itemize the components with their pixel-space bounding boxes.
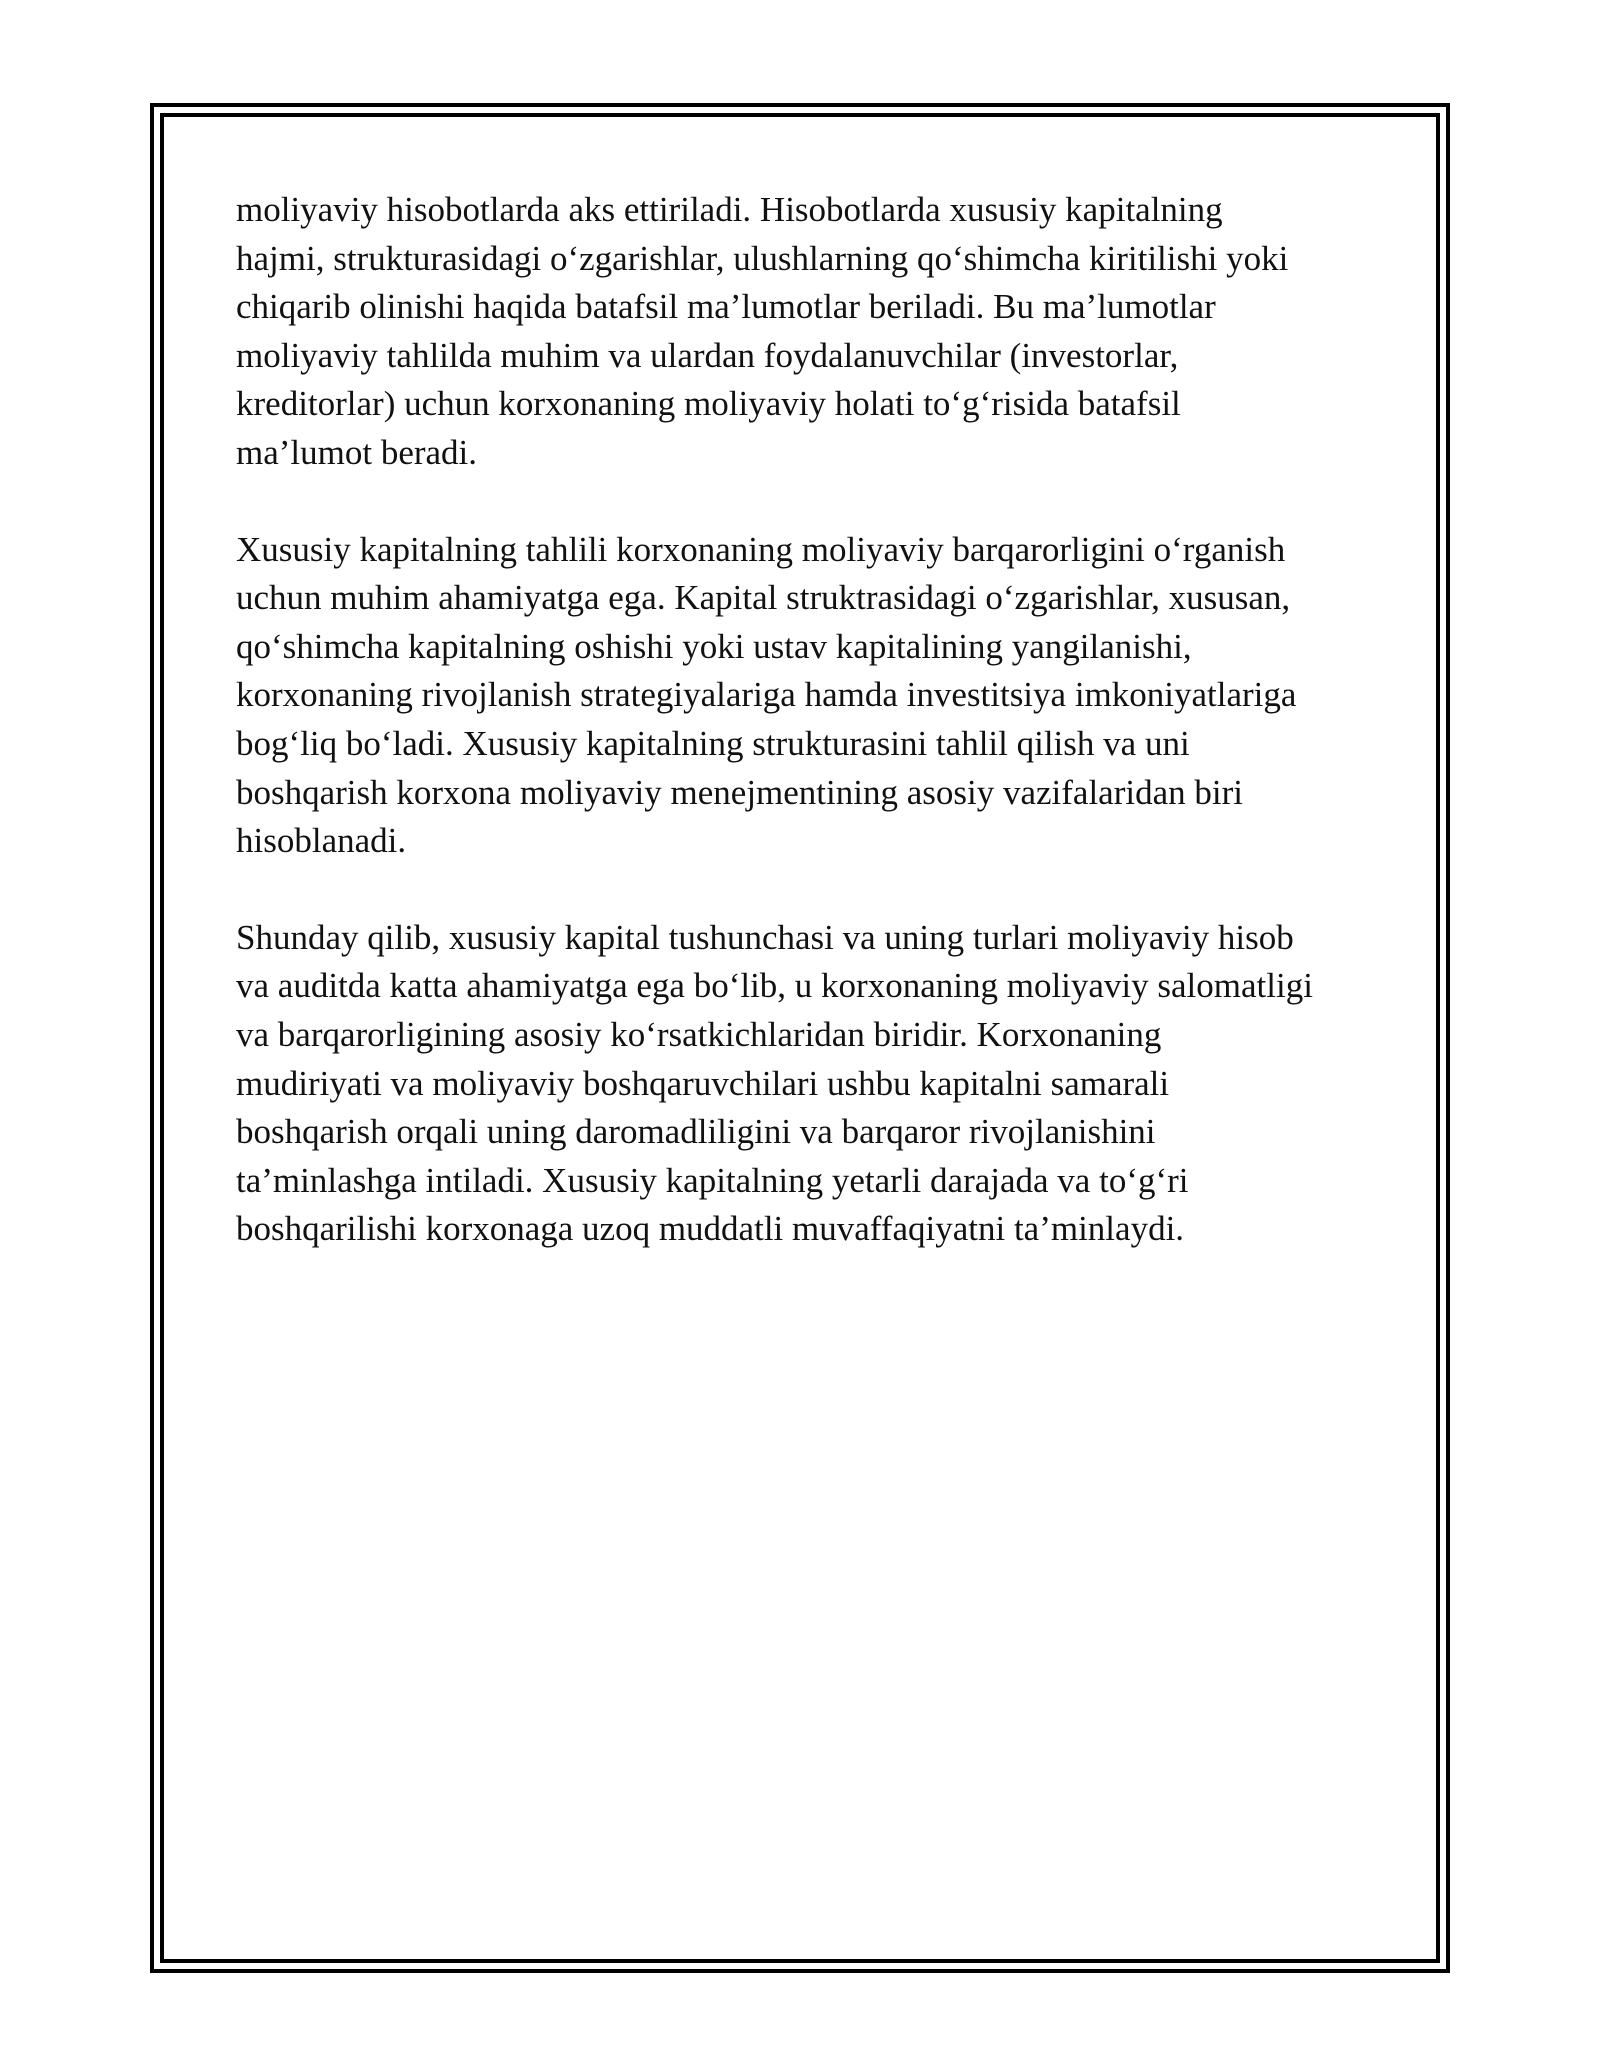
text-line: va barqarorligining asosiy ko‘rsatkichlaridan biridir. Korxonaning (236, 1014, 1162, 1054)
document-body (236, 186, 1376, 1302)
text-line: chiqarib olinishi haqida batafsil ma’lumotlar beriladi. Bu ma’lumotlar (236, 287, 1216, 327)
text-line: Xususiy kapitalning tahlili korxonaning moliyaviy barqarorligini o‘rganish (236, 529, 1286, 569)
text-line: boshqarilishi korxonaga uzoq muddatli muvaffaqiyatni ta’minlaydi. (236, 1209, 1185, 1249)
text-line: hajmi, strukturasidagi o‘zgarishlar, ulushlarning qo‘shimcha kiritilishi yoki (236, 238, 1289, 278)
text-line: Shunday qilib, xususiy kapital tushunchasi va uning turlari moliyaviy hisob (236, 917, 1294, 957)
text-line: bog‘liq bo‘ladi. Xususiy kapitalning strukturasini tahlil qilish va uni (236, 723, 1190, 763)
text-line: va auditda katta ahamiyatga ega bo‘lib, u korxonaning moliyaviy salomatligi (236, 966, 1313, 1006)
paragraph-2 (236, 526, 1376, 866)
text-line: mudiriyati va moliyaviy boshqaruvchilari ushbu kapitalni samarali (236, 1063, 1170, 1103)
text-line: kreditorlar) uchun korxonaning moliyaviy holati to‘g‘risida batafsil (236, 384, 1181, 424)
text-line: boshqarish korxona moliyaviy menejmentining asosiy vazifalaridan biri (236, 772, 1243, 812)
text-line: korxonaning rivojlanish strategiyalariga hamda investitsiya imkoniyatlariga (236, 675, 1297, 715)
text-line: ta’minlashga intiladi. Xususiy kapitalning yetarli darajada va to‘g‘ri (236, 1160, 1189, 1200)
text-line: qo‘shimcha kapitalning oshishi yoki ustav kapitalining yangilanishi, (236, 626, 1192, 666)
text-line: moliyaviy tahlilda muhim va ulardan foydalanuvchilar (investorlar, (236, 335, 1179, 375)
text-line: moliyaviy hisobotlarda aks ettiriladi. Hisobotlarda xususiy kapitalning (236, 190, 1223, 229)
paragraph-3 (236, 914, 1376, 1254)
text-line: ma’lumot beradi. (236, 432, 478, 472)
text-line: uchun muhim ahamiyatga ega. Kapital struktrasidagi o‘zgarishlar, xususan, (236, 578, 1291, 618)
text-line: boshqarish orqali uning daromadliligini va barqaror rivojlanishini (236, 1112, 1156, 1152)
paragraph-1 (236, 186, 1376, 478)
text-line: hisoblanadi. (236, 821, 407, 861)
